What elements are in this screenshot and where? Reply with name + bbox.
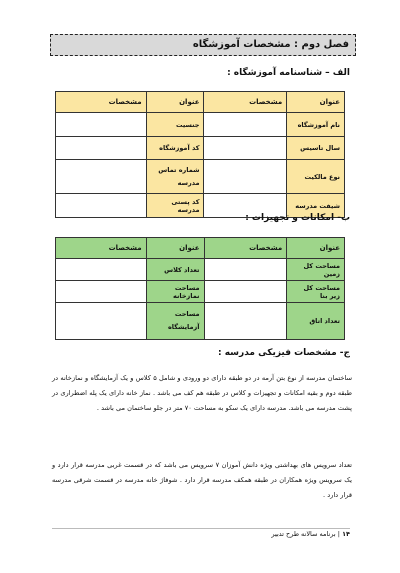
row-value[interactable] [56, 303, 147, 340]
row-value[interactable] [56, 259, 147, 281]
row-label: مساحت آزمایشگاه [146, 303, 204, 340]
table-row [56, 259, 345, 281]
restrooms-paragraph: تعداد سرویس های بهداشتی ویژه دانش آموزان ۷ سرویس می باشد که در قسمت غربی مدرسه قرار دارد و یک سرویس ویژه همکاران در طبقه همکف مدرسه قرار دارد . شوفاژ خانه مدرسه در قسمت شرقی مدرسه قرار دارد . [52, 461, 352, 499]
row-value[interactable] [56, 137, 147, 160]
page-footer [271, 530, 350, 538]
section-a-title: الف – شناسنامه آموزشگاه : [227, 68, 350, 78]
row-value[interactable] [204, 303, 287, 340]
row-value[interactable] [56, 160, 147, 194]
table-row [56, 303, 345, 340]
row-label: تعداد اتاق [287, 303, 345, 340]
section-c-title: ج- مشخصات فیزیکی مدرسه : [217, 348, 350, 358]
row-label: نوع مالکیت [287, 160, 345, 194]
row-label: جنسیت [146, 113, 204, 137]
row-value[interactable] [204, 281, 287, 303]
section-b-title: ب- امکانات و تجهیزات : [245, 213, 350, 223]
table-row [56, 160, 345, 194]
row-label: مساحت نمازخانه [146, 281, 204, 303]
page-number: ۱۴ [342, 530, 350, 538]
row-value[interactable] [56, 194, 147, 218]
row-label: شیفت مدرسه [287, 194, 345, 218]
school-identity-table [55, 91, 345, 218]
header-details-1: مشخصات [204, 92, 287, 113]
header-title-1: عنوان [287, 238, 345, 259]
chapter-title: فصل دوم : مشخصات آموزشگاه [50, 34, 356, 56]
table-row [56, 137, 345, 160]
header-title-2: عنوان [146, 92, 204, 113]
row-label: شماره تماس مدرسه [146, 160, 204, 194]
row-label: سال تاسیس [287, 137, 345, 160]
row-label: مساحت کل زمین [287, 259, 345, 281]
table-header-row [56, 238, 345, 259]
row-label: کد پستی مدرسه [146, 194, 204, 218]
row-value[interactable] [204, 259, 287, 281]
row-label: مساحت کل زیر بنا [287, 281, 345, 303]
header-details-1: مشخصات [204, 238, 287, 259]
row-value[interactable] [204, 160, 287, 194]
row-value[interactable] [56, 113, 147, 137]
footer-text: برنامه سالانه طرح تدبیر [271, 530, 336, 538]
row-value[interactable] [56, 281, 147, 303]
row-label: نام آموزشگاه [287, 113, 345, 137]
row-value[interactable] [204, 113, 287, 137]
table-row [56, 281, 345, 303]
facilities-table [55, 237, 345, 340]
row-label: کد آموزشگاه [146, 137, 204, 160]
table-row [56, 113, 345, 137]
table-header-row [56, 92, 345, 113]
footer-separator: | [337, 530, 340, 538]
header-details-2: مشخصات [56, 238, 147, 259]
header-details-2: مشخصات [56, 92, 147, 113]
row-value[interactable] [204, 137, 287, 160]
header-title-2: عنوان [146, 238, 204, 259]
footer-divider [52, 528, 350, 529]
header-title-1: عنوان [287, 92, 345, 113]
physical-description-paragraph: ساختمان مدرسه از نوع بتن آرمه در دو طبقه دارای دو ورودی و شامل ۵ کلاس و یک آزمایشگاه و نمازخانه در طبقه دوم و بقیه امکانات و تجهیزات و کلاس در طبقه هم کف می باشد . نماز خانه دارای یک پله اضطراری در پشت مدرسه می باشد. مدرسه دارای یک سکو به مساحت ۷۰ متر در جلو ساختمان می باشد . [52, 374, 352, 412]
row-label: تعداد کلاس [146, 259, 204, 281]
